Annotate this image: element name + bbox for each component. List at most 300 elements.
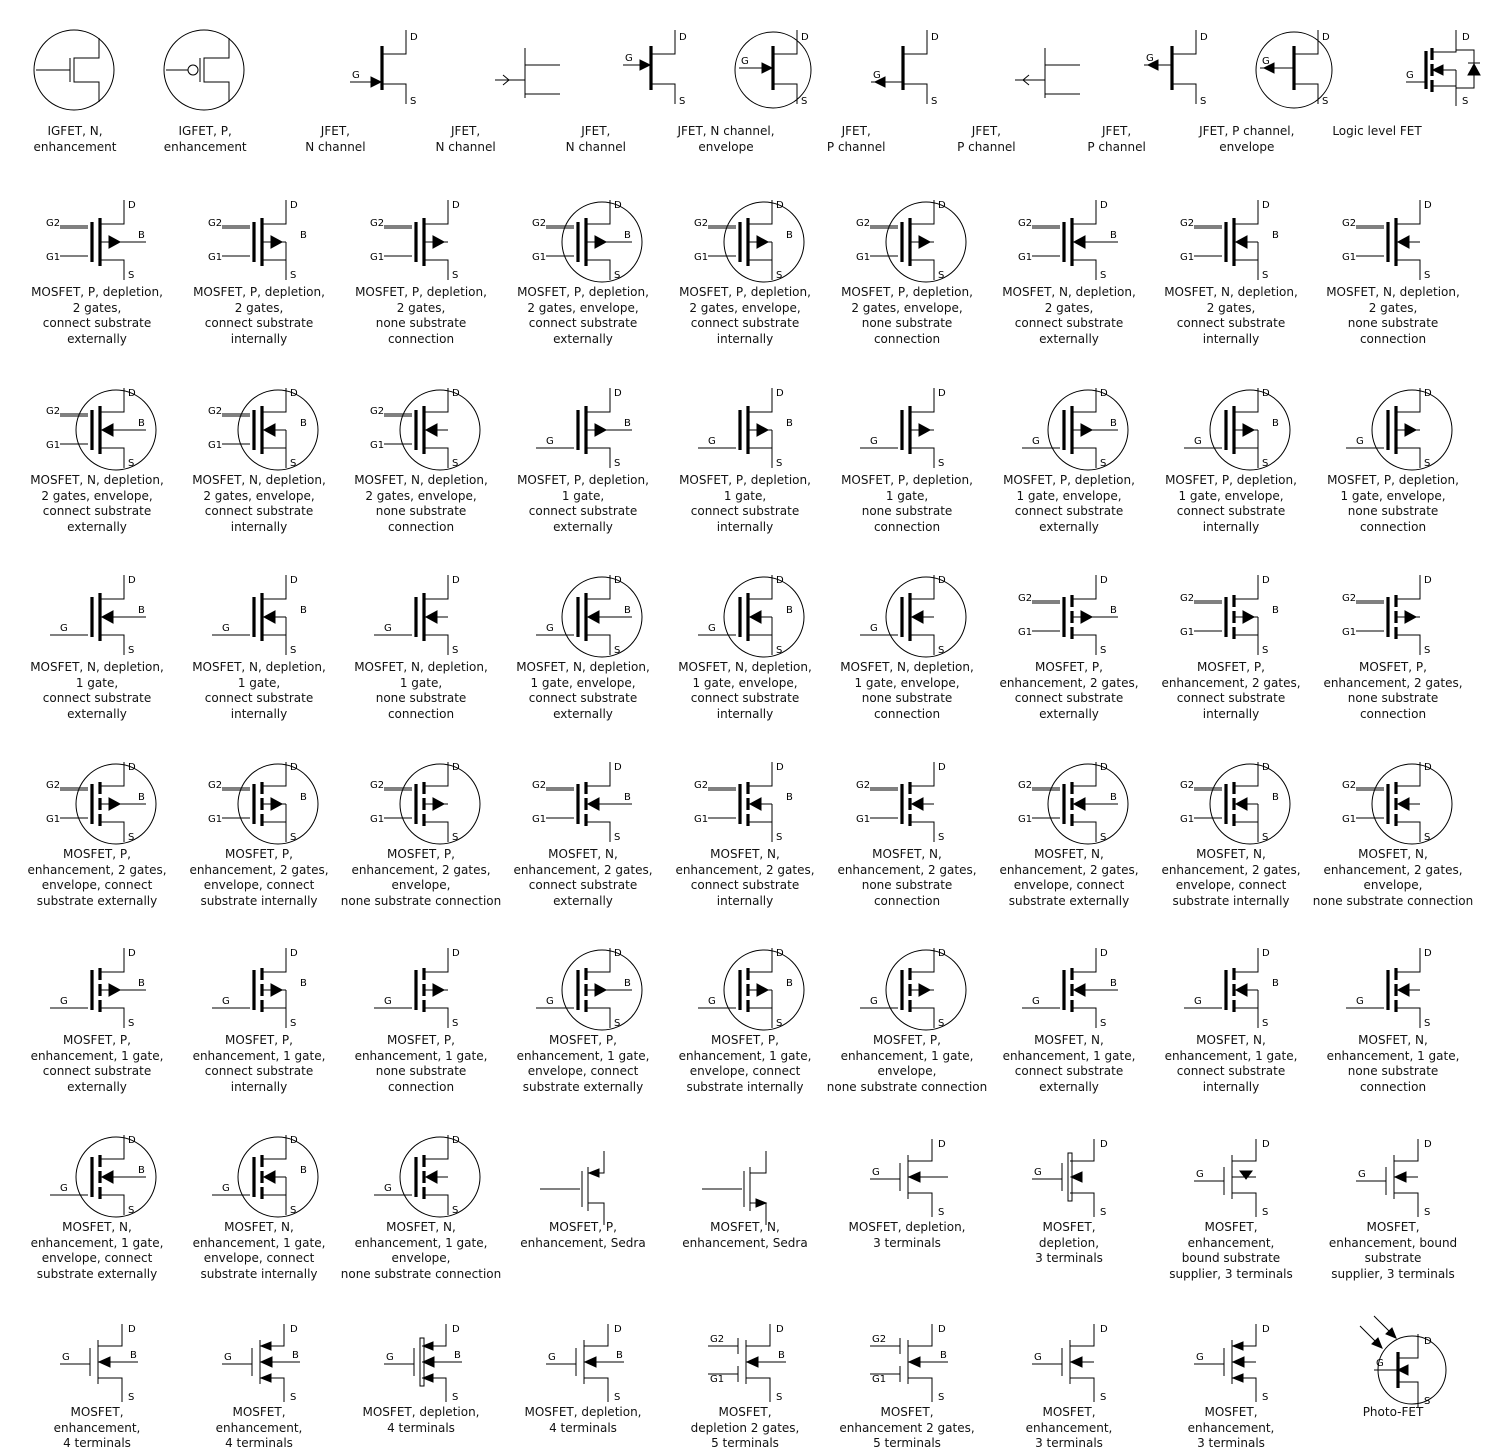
terminal-label: D [452,948,460,959]
terminal-label: G [1034,1167,1042,1178]
terminal-label: G2 [694,780,709,791]
symbol-caption: MOSFET, P, enhancement, 1 gate, envelope, none substrate connection [826,1033,988,1094]
symbol-caption: MOSFET, P, enhancement, 1 gate, envelope, connect substrate externally [516,1033,650,1094]
arrow-head [1233,1357,1244,1367]
symbol-caption: JFET, N channel [565,124,626,154]
terminal-label: G [870,436,878,447]
terminal-label: G1 [370,814,385,825]
terminal-label: S [776,645,783,656]
arrow-head [1395,1172,1406,1182]
terminal-label: D [614,1324,622,1335]
terminal-label: G1 [1342,814,1357,825]
terminal-label: G [546,996,554,1007]
symbol-caption: MOSFET, P, depletion, 1 gate, connect substrate externally [517,473,649,534]
fet-symbol-icon [178,1105,340,1216]
terminal-label: S [1100,458,1107,469]
arrow-head [919,984,930,996]
terminal-label: G2 [208,780,223,791]
fet-symbol-icon [1150,170,1312,281]
symbol-caption: MOSFET, P, depletion, 1 gate, connect substrate internally [679,473,811,534]
terminal-label: G [62,1352,70,1363]
terminal-label: G2 [1180,593,1195,604]
terminal-label: S [290,1392,297,1403]
terminal-label: S [1199,96,1206,107]
terminal-label: B [786,792,793,803]
arrow-head [264,424,275,436]
terminal-label: S [938,645,945,656]
arrow-head [423,1357,434,1367]
fet-symbol-icon [16,545,178,656]
inversion-bubble [188,65,198,75]
terminal-label: D [290,762,298,773]
terminal-label: S [1100,1018,1107,1029]
fet-symbol-icon [1312,170,1474,281]
fet-symbol-icon [988,918,1150,1029]
symbol-caption: MOSFET, P, enhancement, 1 gate, none substrate connection [354,1033,488,1094]
terminal-label: S [452,645,459,656]
terminal-label: S [410,96,417,107]
arrow-head [1243,611,1254,623]
terminal-label: G2 [532,780,547,791]
fet-symbol-icon [340,1290,502,1403]
terminal-label: D [931,32,939,43]
arrow-head [102,611,113,623]
arrow-head [909,1357,920,1367]
terminal-label: S [931,96,938,107]
terminal-label: G1 [208,252,223,263]
terminal-label: D [938,388,946,399]
fet-symbol-icon [664,732,826,843]
fet-symbol-icon [178,918,340,1029]
terminal-label: D [1100,575,1108,586]
symbol-caption: MOSFET, P, enhancement, 2 gates, envelope, connect substrate externally [27,847,167,908]
terminal-label: G1 [532,814,547,825]
terminal-label: S [290,458,297,469]
symbol-caption: MOSFET, N, depletion, 1 gate, envelope, connect substrate externally [516,660,650,721]
terminal-label: G [1358,1169,1366,1180]
symbol-caption: MOSFET, depletion, 4 terminals [362,1405,480,1435]
fet-symbol-icon [988,1290,1150,1403]
terminal-label: G [708,623,716,634]
fet-symbol-icon [988,358,1150,469]
terminal-label: D [452,388,460,399]
symbol-caption: MOSFET, N, enhancement, 2 gates, connect substrate externally [513,847,653,908]
terminal-label: S [938,458,945,469]
symbol-caption: MOSFET, N, enhancement, 2 gates, none substrate connection [837,847,977,908]
symbol-caption: MOSFET, N, enhancement, 1 gate, envelope, none substrate connection [340,1220,502,1281]
terminal-label: D [1100,1324,1108,1335]
symbol-caption: MOSFET, N, enhancement, 1 gate, envelope, connect substrate internally [192,1220,326,1281]
terminal-label: S [1424,1396,1431,1407]
fet-symbol-icon [826,358,988,469]
arrow-head [1081,611,1092,623]
arrow-head [757,236,768,248]
terminal-label: D [938,1324,946,1335]
terminal-label: D [290,1135,298,1146]
terminal-label: B [300,1165,307,1176]
terminal-label: D [452,200,460,211]
terminal-label: D [801,32,809,43]
terminal-label: S [614,458,621,469]
symbol-caption: MOSFET, enhancement, bound substrate supplier, 3 terminals [1169,1220,1293,1281]
terminal-label: G1 [46,814,61,825]
terminal-label: D [452,575,460,586]
symbol-caption: MOSFET, enhancement, 4 terminals [215,1405,303,1450]
terminal-label: G1 [1018,627,1033,638]
terminal-label: S [938,832,945,843]
symbol-caption: MOSFET, N, depletion, 1 gate, connect substrate externally [30,660,164,721]
terminal-label: G2 [1018,593,1033,604]
symbol-caption: MOSFET, enhancement, bound substrate supplier, 3 terminals [1328,1220,1458,1281]
terminal-label: S [452,1018,459,1029]
terminal-label: D [1262,948,1270,959]
terminal-label: S [1262,1018,1269,1029]
symbol-caption: MOSFET, N, enhancement, 1 gate, none substrate connection [1326,1033,1460,1094]
symbol-caption: MOSFET, P, enhancement, 1 gate, connect substrate internally [192,1033,326,1094]
terminal-label: S [1321,96,1329,107]
terminal-label: G2 [208,406,223,417]
fet-symbol-icon [178,358,340,469]
terminal-label: G2 [46,218,61,229]
fet-symbol-icon [16,170,178,281]
terminal-label: S [938,1207,945,1218]
terminal-label: S [1424,645,1431,656]
terminal-label: G [1194,996,1202,1007]
terminal-label: B [300,230,307,241]
terminal-label: S [128,1392,135,1403]
terminal-label: S [614,645,621,656]
terminal-label: D [1424,388,1432,399]
terminal-label: G1 [856,252,871,263]
terminal-label: D [1262,1139,1270,1150]
terminal-label: S [776,1392,783,1403]
terminal-label: G [872,1167,880,1178]
terminal-label: G [1376,1358,1384,1369]
terminal-label: D [938,200,946,211]
symbol-caption: JFET, P channel, envelope [1199,124,1295,154]
fet-symbol-icon [1312,1290,1474,1407]
terminal-label: B [624,418,631,429]
terminal-label: D [776,575,784,586]
terminal-label: S [128,270,135,281]
terminal-label: G [222,996,230,1007]
arrow-head [1398,984,1409,996]
arrow-head [1243,424,1254,436]
terminal-label: D [614,388,622,399]
terminal-label: G1 [532,252,547,263]
fet-symbol-icon [1150,918,1312,1029]
terminal-label: D [1424,762,1432,773]
symbol-caption: MOSFET, enhancement 2 gates, 5 terminals [839,1405,975,1450]
fet-symbol-icon [664,170,826,281]
terminal-label: G [1032,996,1040,1007]
terminal-label: D [128,200,136,211]
fet-symbol-icon [664,358,826,469]
terminal-label: S [1100,1207,1107,1218]
terminal-label: S [776,458,783,469]
arrow-head [919,424,930,436]
terminal-label: G [873,70,881,81]
terminal-label: G2 [1018,218,1033,229]
terminal-label: D [1262,575,1270,586]
terminal-label: S [128,832,135,843]
terminal-label: S [1262,1207,1269,1218]
symbol-caption: MOSFET, N, enhancement, 1 gate, connect substrate internally [1164,1033,1298,1094]
fet-symbol-icon [826,1290,988,1403]
terminal-label: B [292,1350,299,1361]
terminal-label: D [614,762,622,773]
terminal-label: D [410,32,419,43]
fet-symbol-icon [664,918,826,1029]
terminal-label: G [741,56,749,67]
terminal-label: G [708,436,716,447]
symbol-caption: MOSFET, enhancement, 4 terminals [53,1405,141,1450]
symbol-caption: MOSFET, N, depletion, 1 gate, connect substrate internally [192,660,326,721]
arrow-head [261,1374,271,1382]
arrow-head [1071,1172,1082,1182]
terminal-label: G1 [208,814,223,825]
arrow-head [426,611,437,623]
fet-symbol-icon [1150,358,1312,469]
terminal-label: B [138,978,145,989]
fet-symbol-icon [988,1105,1150,1218]
arrow-head [426,1171,437,1183]
terminal-label: G [546,436,554,447]
terminal-label: G2 [694,218,709,229]
terminal-label: S [938,1392,945,1403]
terminal-label: B [624,605,631,616]
terminal-label: G2 [1342,218,1357,229]
terminal-label: D [290,1324,298,1335]
terminal-label: B [1110,978,1117,989]
terminal-label: G [1145,53,1154,64]
arrow-head [102,1171,113,1183]
terminal-label: B [138,792,145,803]
terminal-label: D [776,388,784,399]
arrow-head [1240,1171,1252,1179]
symbol-caption: MOSFET, P, depletion, 2 gates, envelope, connect substrate externally [517,285,649,346]
fet-symbol-icon [826,545,988,656]
terminal-label: G [1194,436,1202,447]
terminal-label: B [778,1350,785,1361]
terminal-label: S [452,458,459,469]
arrow-head [595,236,606,248]
terminal-label: G2 [856,780,871,791]
terminal-label: G [1406,70,1414,81]
terminal-label: S [452,1392,459,1403]
arrow-head [1233,1342,1243,1350]
diode-icon [1468,64,1480,75]
symbol-caption: MOSFET, N, depletion, 1 gate, none substrate connection [354,660,488,721]
terminal-label: G2 [1342,593,1357,604]
terminal-label: D [128,948,136,959]
terminal-label: G [1196,1352,1204,1363]
terminal-label: D [452,1135,460,1146]
terminal-label: S [1424,458,1431,469]
fet-symbol-icon [664,1290,826,1403]
terminal-label: G1 [1018,814,1033,825]
terminal-label: S [1424,1207,1431,1218]
arrow-head [595,984,606,996]
terminal-label: B [940,1350,947,1361]
terminal-label: S [614,1018,621,1029]
symbol-caption: MOSFET, P, depletion, 2 gates, connect substrate externally [31,285,163,346]
terminal-label: G2 [872,1334,887,1345]
terminal-label: B [1272,418,1279,429]
fet-symbol-icon [340,358,502,469]
terminal-label: D [1262,1324,1270,1335]
terminal-label: B [300,418,307,429]
terminal-label: S [614,1392,621,1403]
terminal-label: G2 [46,406,61,417]
arrow-head [1398,236,1409,248]
fet-symbol-icon [502,545,664,656]
arrow-head [1236,236,1247,248]
symbol-caption: MOSFET, P, depletion, 1 gate, none substrate connection [841,473,973,534]
symbol-caption: MOSFET, P, enhancement, 1 gate, envelope, connect substrate internally [678,1033,812,1094]
fet-symbol-icon [1150,732,1312,843]
symbol-caption: MOSFET, N, enhancement, 2 gates, envelope, connect substrate internally [1161,847,1301,908]
terminal-label: G [386,1352,394,1363]
symbol-caption: MOSFET, N, enhancement, Sedra [682,1220,808,1250]
symbol-caption: MOSFET, N, depletion, 2 gates, connect substrate externally [1002,285,1136,346]
symbol-caption: MOSFET, N, enhancement, 2 gates, connect substrate internally [675,847,815,908]
terminal-label: S [1262,458,1269,469]
fet-symbol-icon [988,170,1150,281]
terminal-label: B [130,1350,137,1361]
terminal-label: S [1424,1018,1431,1029]
symbol-caption: JFET, P channel [957,124,1016,154]
symbol-caption: MOSFET, P, depletion, 1 gate, envelope, connect substrate externally [1003,473,1135,534]
terminal-label: B [1110,792,1117,803]
terminal-label: D [1199,32,1208,43]
terminal-label: B [786,978,793,989]
terminal-label: B [138,1165,145,1176]
fet-symbol-icon [988,732,1150,843]
terminal-label: G2 [46,780,61,791]
symbol-caption: MOSFET, N, depletion, 1 gate, envelope, none substrate connection [840,660,974,721]
arrow-head [1074,984,1085,996]
terminal-label: D [1321,32,1330,43]
symbol-caption: MOSFET, P, enhancement, 2 gates, envelope, connect substrate internally [189,847,329,908]
symbol-caption: MOSFET, P, enhancement, 2 gates, connect substrate externally [999,660,1139,721]
symbol-caption: MOSFET, N, enhancement, 1 gate, envelope, connect substrate externally [30,1220,164,1281]
arrow-head [1236,984,1247,996]
symbol-caption: MOSFET, P, enhancement, Sedra [520,1220,646,1250]
fet-symbol-icon [502,358,664,469]
terminal-label: G [222,623,230,634]
terminal-label: D [128,1324,136,1335]
terminal-label: B [1272,978,1279,989]
terminal-label: S [1100,1392,1107,1403]
terminal-label: D [1462,32,1470,43]
symbol-caption: MOSFET, P, enhancement, 2 gates, none substrate connection [1323,660,1463,721]
fet-symbol-icon [1150,1290,1312,1403]
terminal-label: G2 [1180,780,1195,791]
terminal-label: G2 [856,218,871,229]
arrow-head [1433,65,1443,75]
terminal-label: B [300,605,307,616]
fet-symbol-icon [502,918,664,1029]
arrow-head [588,798,599,810]
symbol-caption: Logic level FET [1332,124,1422,138]
arrow-head [109,798,120,810]
terminal-label: G1 [1342,252,1357,263]
terminal-label: G2 [370,218,385,229]
symbol-caption: MOSFET, N, depletion, 2 gates, connect substrate internally [1164,285,1298,346]
symbol-caption: MOSFET, depletion, 3 terminals [848,1220,966,1250]
fet-symbol-icon [826,170,988,281]
terminal-label: G [384,1183,392,1194]
symbol-caption: MOSFET, P, depletion, 2 gates, none substrate connection [355,285,487,346]
symbol-caption: MOSFET, N, depletion, 2 gates, envelope, connect substrate externally [30,473,164,534]
symbol-caption: MOSFET, P, depletion, 1 gate, envelope, connect substrate internally [1165,473,1297,534]
terminal-label: G [1356,996,1364,1007]
terminal-label: S [614,832,621,843]
terminal-label: S [290,1205,297,1216]
terminal-label: D [1262,762,1270,773]
fet-symbol-icon [988,545,1150,656]
fet-symbol-icon [1150,1105,1312,1218]
fet-symbol-icon [826,1105,988,1218]
terminal-label: S [128,645,135,656]
terminal-label: G2 [370,780,385,791]
arrow-head [109,984,120,996]
symbol-caption: IGFET, P, enhancement [163,124,247,154]
terminal-label: G [708,996,716,1007]
fet-symbol-icon [16,358,178,469]
terminal-label: G [870,996,878,1007]
terminal-label: S [290,270,297,281]
terminal-label: D [1100,948,1108,959]
terminal-label: G1 [856,814,871,825]
arrow-head [1398,798,1409,810]
arrow-head [271,798,282,810]
fet-symbol-icon [826,918,988,1029]
arrow-head [1074,236,1085,248]
fet-symbol-icon [502,1290,664,1403]
terminal-label: G [1032,436,1040,447]
terminal-label: G1 [694,252,709,263]
terminal-label: D [938,948,946,959]
terminal-label: D [678,32,687,43]
arrow-head [102,424,113,436]
arrow-head [433,236,444,248]
arrow-head [109,236,120,248]
terminal-label: G2 [1180,218,1195,229]
fet-symbol-icon [1296,0,1470,107]
terminal-label: G2 [208,218,223,229]
terminal-label: B [786,605,793,616]
fet-symbol-icon [664,1105,826,1205]
terminal-label: D [128,575,136,586]
symbol-caption: MOSFET, P, enhancement, 1 gate, connect substrate externally [30,1033,164,1094]
terminal-label: D [776,1324,784,1335]
terminal-label: D [776,948,784,959]
arrow-head [261,1357,272,1367]
symbol-caption: MOSFET, depletion, 4 terminals [524,1405,642,1435]
symbol-caption: MOSFET, depletion, 3 terminals [1035,1220,1103,1265]
arrow-head [1233,1374,1243,1382]
terminal-label: G [1356,436,1364,447]
fet-symbol-icon [826,732,988,843]
terminal-label: S [1462,96,1469,107]
arrow-head [909,1172,920,1182]
terminal-label: S [128,1018,135,1029]
symbol-caption: MOSFET, N, depletion, 2 gates, envelope, none substrate connection [354,473,488,534]
terminal-label: S [452,270,459,281]
terminal-label: B [786,230,793,241]
